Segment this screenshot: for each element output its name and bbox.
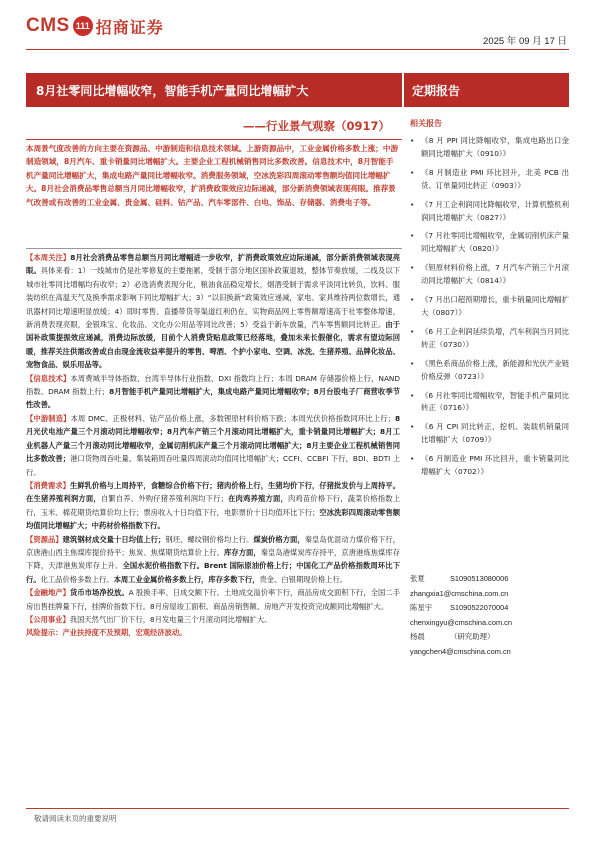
body-section: [26, 251, 400, 372]
section-tag: 【公用事业】: [26, 614, 70, 624]
section-tag: 【本周关注】: [26, 253, 71, 262]
analyst-name: 陈星宇: [410, 603, 433, 613]
section-tag: 【信息技术】: [26, 373, 71, 383]
related-report-title: 《8 月制造业 PMI 环比回升，北美 PCB 出货、订单量同比转正（0903）》: [421, 167, 569, 190]
logo-mark-icon: 111: [73, 16, 93, 36]
related-reports-sidebar: [410, 118, 569, 485]
related-report-item[interactable]: [410, 326, 569, 352]
logo-latin: CMS: [26, 15, 70, 36]
bullet-icon: •: [410, 422, 415, 432]
bullet-icon: •: [410, 390, 415, 400]
body-text: 钢坯、螺纹钢价格均上行。: [165, 534, 254, 544]
bullet-icon: •: [410, 263, 415, 273]
bullet-icon: •: [410, 326, 415, 336]
related-report-item[interactable]: [410, 262, 569, 288]
analyst-block: [410, 572, 569, 660]
highlight-text: 货币市场净投放。: [70, 588, 129, 598]
highlight-text: 全国水泥价格指数下行。Brent 国际原油价格上行；中国化工产品价格指数周环比下行。: [26, 561, 400, 584]
body-text: A 股换手率、日成交额下行。土地成交溢价率下行，商品房成交面积下行，全国二手房出售挂牌量下行，挂牌价指数下行。8月房屋竣工面积、商品房销售额、房地产开发投资完成额同比增幅扩大。: [26, 588, 401, 611]
highlight-text: 8月光伏电池产量三个月滚动同比增幅收窄；8月汽车产销三个月滚动同比增幅扩大，重卡销量同比增幅扩大；8月工业机器人产量三个月滚动同比增幅收窄，金属切削机床产量三个月滚动同比增幅扩大；8月主要企业工程机械销售同比多数改善；: [26, 413, 401, 464]
footer-note: 敬请阅读末页的重要说明: [34, 814, 117, 823]
report-body: [26, 251, 400, 640]
report-subtitle: ——行业景气观察（0917）: [242, 119, 390, 133]
analyst-email[interactable]: yangchen4@cmschina.com.cn: [410, 646, 511, 656]
bullet-icon: •: [410, 199, 415, 209]
related-report-title: 《6 月 CPI 同比转正，挖机、装载机销量同比增幅扩大（0709）》: [421, 422, 569, 445]
analyst-row: [410, 630, 569, 645]
body-section: [26, 372, 400, 412]
analyst-row: [410, 601, 569, 616]
bullet-icon: •: [410, 295, 415, 305]
body-text: 本周 DMC、正极材料、钴产品价格上涨，多数锂原材料价格下跌；本周光伏价格指数同环比上行；: [70, 413, 395, 423]
bullet-icon: •: [410, 454, 415, 464]
summary-rule: [26, 248, 402, 249]
related-report-title: 《钽原材料价格上涨，7 月汽车产销三个月滚动同比增幅扩大（0814）》: [421, 263, 569, 286]
related-report-item[interactable]: [410, 390, 569, 416]
body-text: 本周费城半导体指数、台湾半导体行业指数、DXI 指数均上行；本周 DRAM 存储器价格上行，NAND 指数、DRAM 指数上行；: [26, 373, 401, 397]
risk-warning: 风险提示：产业扶持度不及预期，宏观经济波动。: [26, 628, 187, 638]
section-tag: 【中游制造】: [26, 413, 71, 423]
section-tag: 【资源品】: [26, 534, 63, 544]
bullet-icon: •: [410, 167, 415, 177]
related-report-title: 《7 月工企利润同比降幅收窄，计算机整机利润同比增幅扩大（0827）》: [421, 199, 569, 222]
highlight-text: 库存方面，: [224, 547, 261, 557]
body-text: 港口货物周吞吐量、集装箱周吞吐量四周滚动均值同比增幅扩大；CCFI、CCBFI 下行，BDI、BDTI 上行。: [26, 454, 401, 477]
related-report-item[interactable]: [410, 199, 569, 225]
related-report-item[interactable]: [410, 358, 569, 384]
bullet-icon: •: [410, 231, 415, 241]
body-text: 我国天然气出厂价下行，8月发电量三个月滚动同比增幅扩大。: [69, 614, 272, 624]
analyst-role: （研究助理）: [450, 632, 495, 642]
related-report-title: 《6 月社零同比增幅收窄，智能手机产量同比转正（0716）》: [421, 390, 569, 413]
body-section: [26, 412, 400, 479]
body-section: [26, 613, 400, 626]
analyst-id: S1090513080006: [450, 574, 509, 583]
title-rule: [26, 139, 402, 140]
related-reports-heading: 相关报告: [410, 119, 442, 128]
body-sections: [26, 251, 400, 626]
analyst-row: [410, 572, 569, 587]
bullet-icon: •: [410, 136, 415, 145]
related-report-title: 《7 月社零同比增幅收窄，金属切削机床产量同比增幅扩大（0820）》: [421, 231, 569, 254]
related-report-item[interactable]: [410, 453, 569, 479]
related-report-item[interactable]: [410, 135, 569, 161]
related-report-item[interactable]: [410, 294, 569, 320]
section-tag: 【消费需求】: [26, 480, 71, 490]
highlight-text: 空冰洗彩四周滚动零售额均值同比增幅扩大；中药材价格指数下行。: [26, 507, 401, 531]
related-report-title: 《黑色系商品价格上涨，新能源和光伏产业链价格反弹（0723）》: [421, 358, 569, 381]
section-tag: 【金融地产】: [26, 588, 71, 598]
bullet-icon: •: [410, 358, 415, 368]
related-report-title: 《7 月出口超预期增长，重卡销量同比增幅扩大（0807）》: [421, 295, 569, 317]
highlight-text: 生鲜乳价格与上周持平，食糖综合价格下行；猪肉价格上行，生猪均价下行，仔猪批发价与上周持平。在生猪养殖利润方面，: [26, 480, 401, 504]
analyst-name: 张夏: [410, 574, 425, 583]
summary-paragraph: 本周景气度改善的方向主要在资源品、中游制造和信息技术领域。上游资源品中，工业金属价格多数上涨；中游制造领域，8月汽车、重卡销量同比增幅扩大。主要企业工程机械销售同比多数改善。信息技术中，8月智能手机产量同比增幅扩大，集成电路产量同比增幅收窄。消费服务领域，空冰洗彩四周滚动零售额均值同比增幅扩大。8月社会消费品零售总额当月同比增幅收窄，扩消费政策效应边际递减，部分新消费领域表现亮眼。推荐景气改善或有改善的工业金属、贵金属、硅料、钴产品、汽车零部件、白电、饰品、存储器、消费电子等。: [26, 144, 399, 207]
body-text: 化工品价格多数上行。: [40, 574, 114, 584]
highlight-text: 8月社会消费品零售总额当月同比增幅进一步收窄，扩消费政策效应边际递减，部分新消费领域表现亮眼。: [26, 253, 401, 276]
body-section: [26, 479, 400, 533]
highlight-text: 由于国补政策提振效应递减，消费边际放缓，目前个人消费贷贴息政策已经落地，叠加未来长假催化，需求有望边际回暖，推荐关注供需改善或自由现金流收益率提升的零售、啤酒、个护小家电、空调、冰洗、生猪养殖、品牌化妆品、宠物食品、娱乐用品等。: [26, 320, 400, 370]
body-text: 具体来看：1）一线城市仍是社零修复的主要拖累，受制于部分地区国补政策退坡，整体节奏放缓，二线及以下城市社零同比增幅均有收窄；2）必选消费表现分化，粮油食品稳定增长，烟酒受制于需求平淡同比转负，饮料、服装纺织在高温天气及换季需求影响下同比增幅扩大；3）“以旧换新”政策效应递减，家电、家具维持两位数增长，通讯器材同比增速明显放缓；4）即时零售、直播带货等渠道红利仍在，实物商品网上零售额增速高于社零整体增速，新消费表现亮眼，金银珠宝、化妆品、文化办公用品等同比改善；5）受益于新车放量，汽车零售额同比转正。: [26, 266, 401, 330]
related-report-item[interactable]: [410, 167, 569, 193]
related-report-item[interactable]: [410, 230, 569, 256]
analyst-email[interactable]: zhangxia1@cmschina.com.cn: [410, 588, 509, 598]
analyst-email[interactable]: chenxingyu@cmschina.com.cn: [410, 617, 512, 627]
company-logo: [26, 14, 164, 38]
report-title-banner: [26, 73, 402, 107]
report-date: 2025 年 09 月 17 日: [483, 36, 567, 47]
highlight-text: 在肉鸡养殖方面，: [227, 494, 288, 504]
report-type: 定期报告: [412, 83, 461, 98]
body-text: 秦皇岛港煤炭库存持平，京唐港炼焦煤库存下降，天津港焦炭库存上升。: [26, 547, 401, 571]
related-report-title: 《8 月 PPI 同比降幅收窄，集成电路出口金额同比增幅扩大（0910）》: [421, 136, 569, 158]
related-report-title: 《6 月制造业 PMI 环比回升，重卡销量同比增幅扩大（0702）》: [421, 454, 569, 477]
related-report-item[interactable]: [410, 421, 569, 447]
related-report-title: 《6 月工企利润延续负增，汽车利润当月同比转正（0730）》: [421, 326, 569, 349]
highlight-text: 8月智能手机产量同比增幅扩大，集成电路产量同比增幅收窄；8月台股电子厂商营收季节性改善。: [26, 387, 401, 410]
highlight-text: 本周工业金属价格多数上行，库存多数下行，: [113, 574, 260, 584]
logo-chinese: 招商证券: [95, 17, 164, 37]
body-text: 肉鸡苗价格下行，蔬菜价格指数上行，玉米、棉花期货结算价均上行；票房收入十日均值下行，电影票价十日均值环比下行；: [26, 494, 401, 517]
highlight-text: 建筑钢材成交量十日均值上行；: [62, 534, 166, 544]
body-text: 自繁自养、外购仔猪养殖利润均下行；: [100, 494, 228, 504]
report-type-box: [404, 73, 569, 107]
header-rule: [26, 49, 569, 50]
analyst-name: 杨晨: [410, 632, 425, 642]
body-text: 秦皇岛优混动力煤价格下行，京唐港山西主焦煤库提价持平；焦炭、焦煤期货结算价上行。: [26, 534, 401, 557]
related-reports-list: [410, 135, 569, 479]
body-section: [26, 533, 400, 587]
body-section: [26, 586, 400, 613]
body-text: 贵金、白银期现价格上行。: [259, 574, 348, 584]
report-title: 8月社零同比增幅收窄，智能手机产量同比增幅扩大: [36, 83, 309, 98]
highlight-text: 煤炭价格方面，: [253, 534, 305, 544]
footer-rule: [26, 808, 569, 809]
analyst-id: S1090522070004: [450, 603, 509, 613]
